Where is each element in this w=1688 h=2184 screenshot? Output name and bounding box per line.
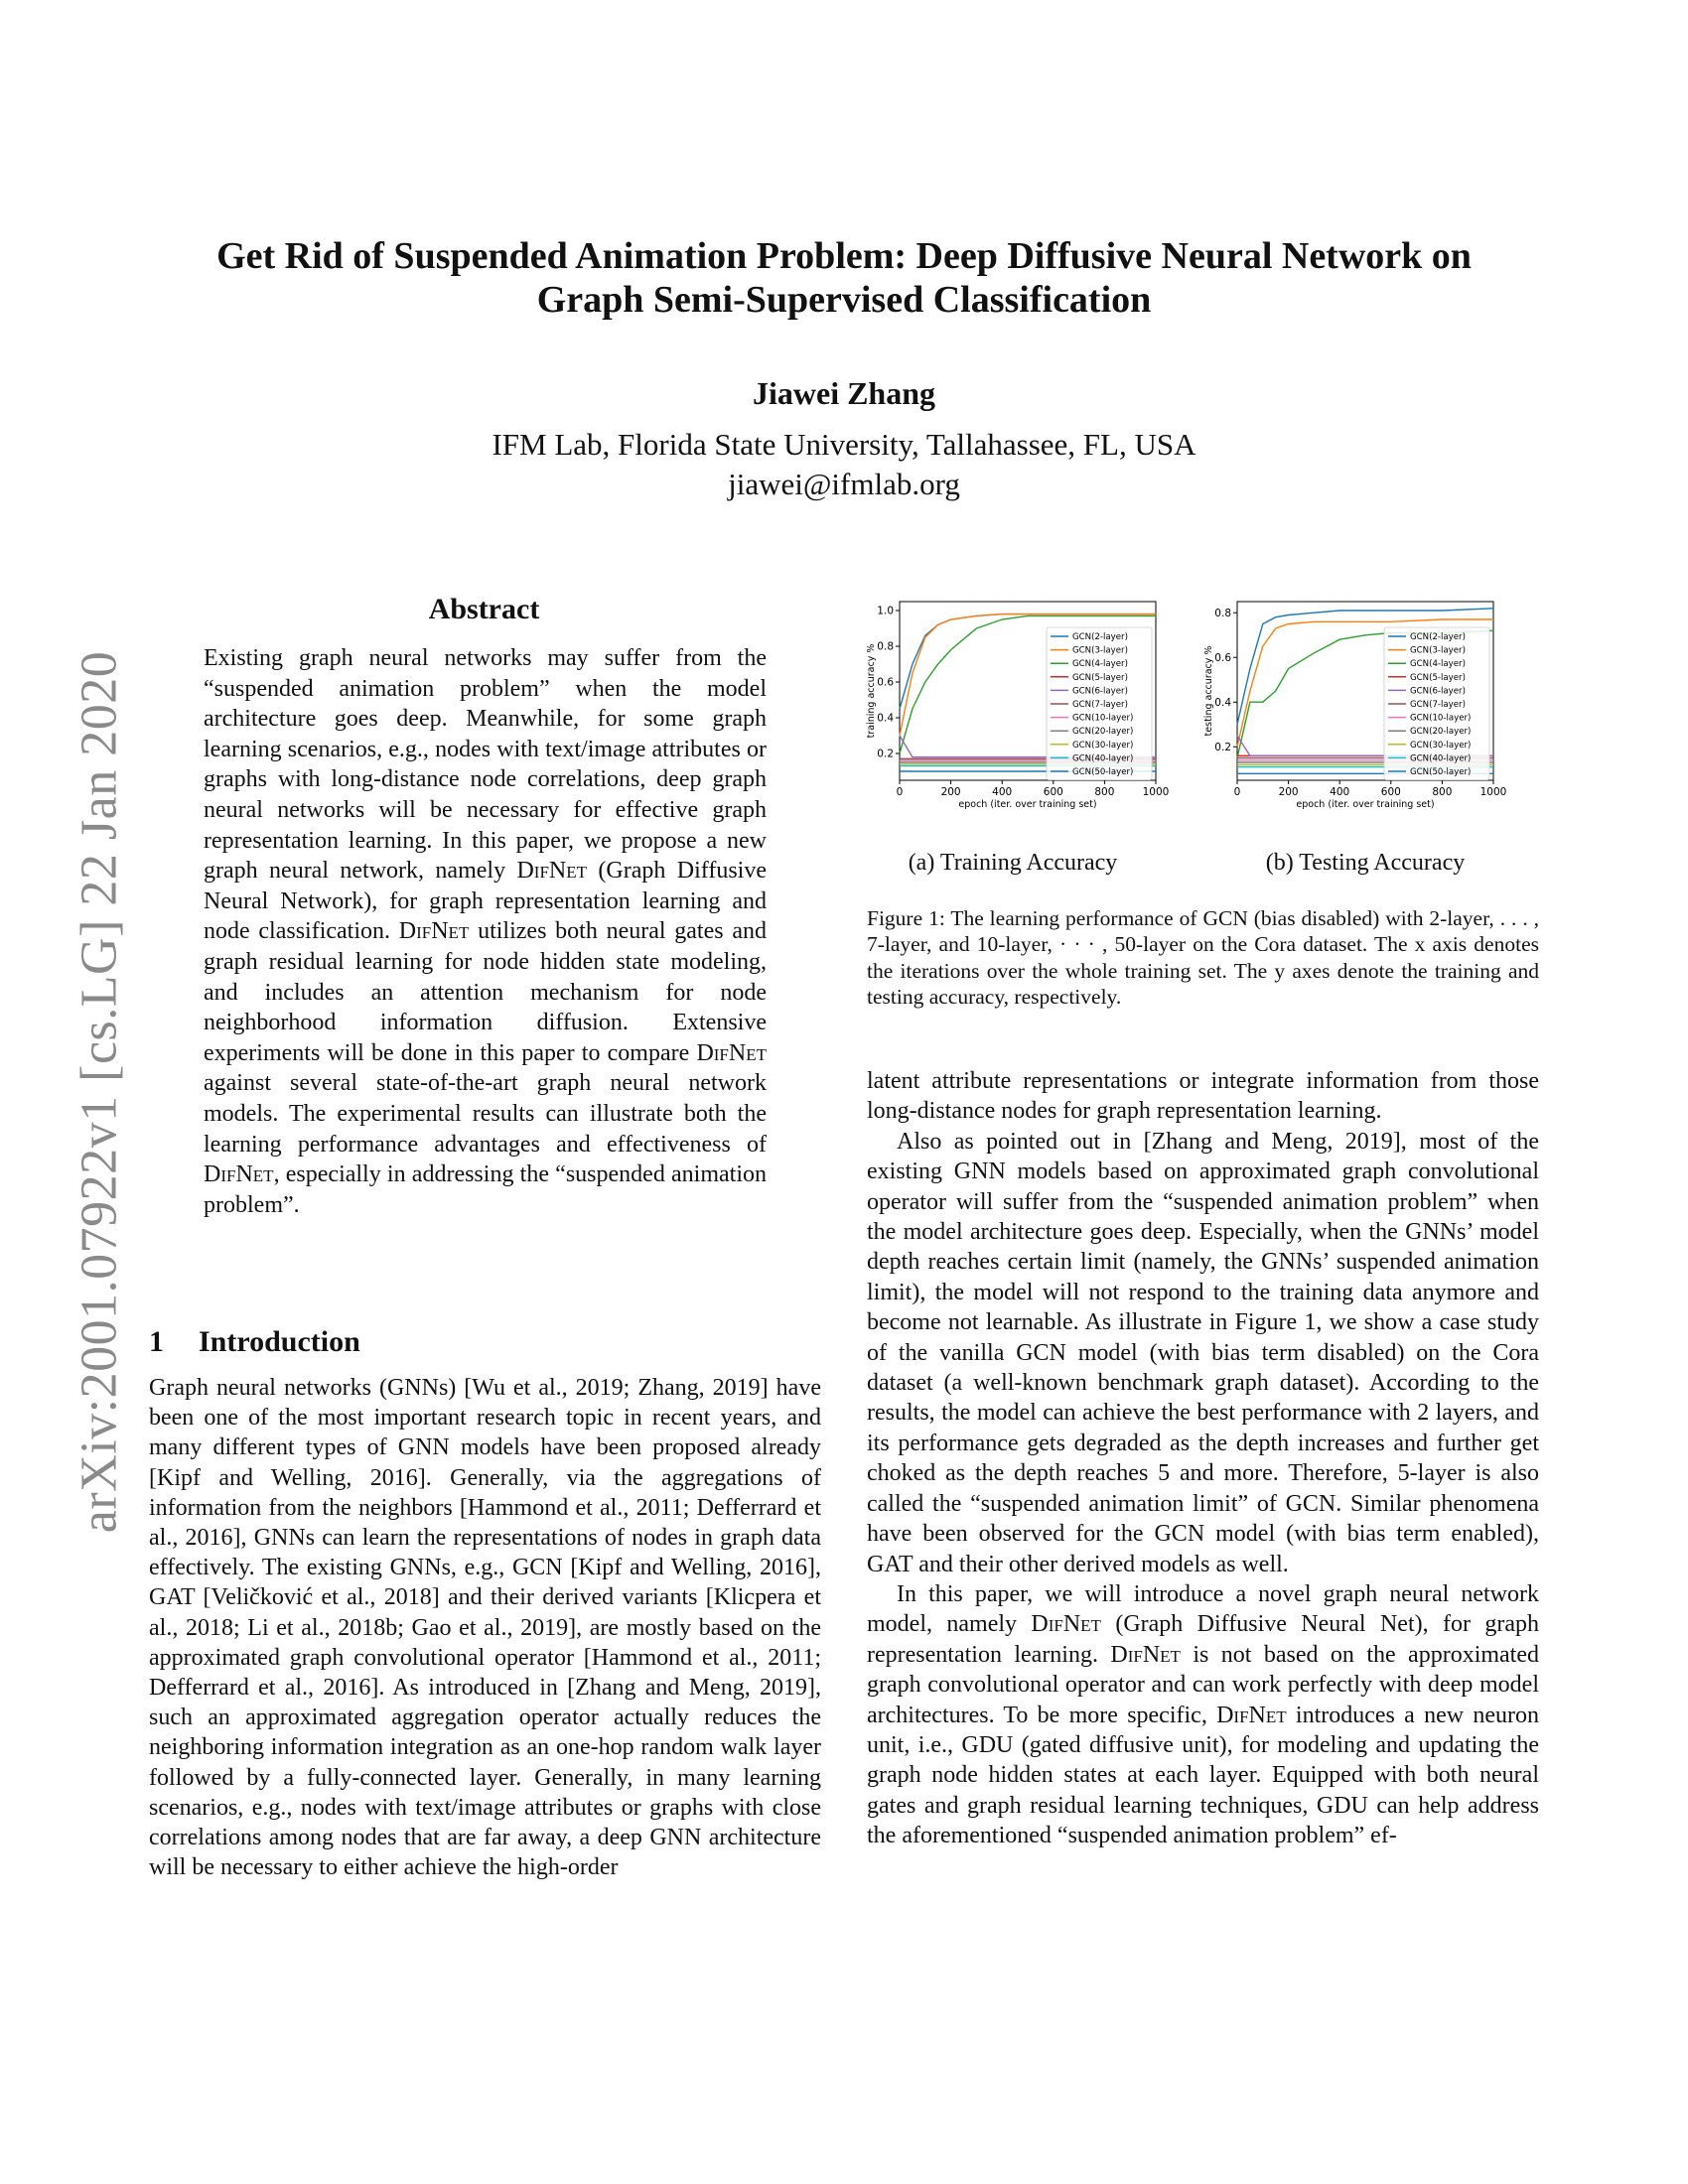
abstract-body — [204, 643, 767, 1220]
abstract-text-2: (Graph Diffusive Neural Network), for graph representation learning and node classification. — [204, 858, 767, 945]
model-name: DifNet — [1031, 1611, 1101, 1638]
legend-label: GCN(10-layer) — [1072, 713, 1134, 724]
author-name: Jiawei Zhang — [752, 375, 936, 411]
legend-label: GCN(50-layer) — [1410, 767, 1472, 777]
paper-title — [149, 234, 1539, 322]
legend-label: GCN(4-layer) — [1072, 659, 1128, 670]
legend-label: GCN(7-layer) — [1410, 700, 1466, 710]
x-tick-label: 400 — [1330, 786, 1350, 798]
figure-1 — [864, 596, 1539, 893]
testing-accuracy-chart — [1201, 596, 1539, 839]
y-tick-label: 0.2 — [877, 748, 894, 760]
y-tick-label: 0.6 — [877, 676, 894, 689]
legend-label: GCN(20-layer) — [1072, 727, 1134, 738]
model-name: DifNet — [204, 1161, 274, 1188]
legend — [1047, 627, 1152, 780]
model-name: DifNet — [398, 918, 470, 945]
subcaption-a: (a) Training Accuracy — [908, 850, 1118, 876]
model-name: DifNet — [1110, 1641, 1181, 1668]
x-tick-label: 0 — [896, 786, 904, 798]
x-axis-label: epoch (iter. over training set) — [958, 799, 1097, 810]
x-tick-label: 200 — [1278, 786, 1299, 798]
y-axis-label: testing accuracy % — [1203, 645, 1214, 737]
y-axis-label: training accuracy % — [866, 643, 877, 739]
abstract-text-5: , especially in addressing the “suspended animation problem”. — [204, 1161, 767, 1218]
x-axis-label: epoch (iter. over training set) — [1296, 799, 1435, 810]
model-name: DifNet — [516, 858, 588, 885]
abstract-text-4: against several state-of-the-art graph neural network models. The experimental results can illustrate both the learning performance advantages and effectiveness of — [204, 1070, 767, 1158]
introduction-text: Graph neural networks (GNNs) [Wu et al., 2019; Zhang, 2019] have been one of the most important research topic in recent years, and many different types of GNN models have been proposed already [Kipf and Welling, 2016]. Generally, via the aggregations of information from the neighbors [Hammond et al., 2011; Defferrard et al., 2016], GNNs can learn the representations of nodes in graph data effectively. The existing GNNs, e.g., GCN [Kipf and Welling, 2016], GAT [Veličković et al., 2018] and their derived variants [Klicpera et al., 2018; Li et al., 2018b; Gao et al., 2019], are mostly based on the approximated graph convolutional operator [Hammond et al., 2011; Defferrard et al., 2016]. As introduced in [Zhang and Meng, 2019], such an approximated aggregation operator actually reduces the neighboring information integration as an one-hop random walk layer followed by a fully-connected layer. Generally, in many learning scenarios, e.g., nodes with text/image attributes or graphs with close correlations among nodes that are far away, a deep GNN architecture will be necessary to either achieve the high-order — [149, 1375, 821, 1881]
y-tick-label: 0.4 — [877, 712, 894, 725]
legend-label: GCN(3-layer) — [1072, 645, 1128, 656]
title-line-1: Get Rid of Suspended Animation Problem: Deep Diffusive Neural Network on — [216, 235, 1472, 277]
legend — [1384, 627, 1489, 780]
affiliation: IFM Lab, Florida State University, Tallahassee, FL, USA — [492, 427, 1196, 462]
title-line-2: Graph Semi-Supervised Classification — [536, 279, 1152, 321]
model-name: DifNet — [1216, 1702, 1287, 1728]
x-tick-label: 800 — [1432, 786, 1453, 798]
legend-label: GCN(2-layer) — [1410, 632, 1466, 642]
x-tick-label: 200 — [940, 786, 961, 798]
figure-caption: Figure 1: The learning performance of GCN (bias disabled) with 2-layer, . . . , 7-layer, and 10-layer, · · · , 50-layer on the Cora dataset. The x axis denotes the iterations over the whole training set. The y axes denote the training and testing accuracy, respectively. — [867, 906, 1539, 1009]
legend-label: GCN(50-layer) — [1072, 767, 1134, 777]
legend-label: GCN(3-layer) — [1410, 645, 1466, 656]
section-title: Introduction — [199, 1325, 360, 1358]
section-heading — [149, 1325, 360, 1359]
legend-label: GCN(6-layer) — [1072, 686, 1128, 697]
abstract-text-3: utilizes both neural gates and graph residual learning for node hidden state modeling, and includes an attention mechanism for node neighborhood information diffusion. Extensive experiments will be done in this paper to compare — [204, 918, 767, 1066]
author-email[interactable]: jiawei@ifmlab.org — [728, 467, 960, 501]
section-number: 1 — [149, 1325, 164, 1358]
legend-label: GCN(2-layer) — [1072, 632, 1128, 642]
x-tick-label: 1000 — [1142, 786, 1170, 798]
training-accuracy-chart — [864, 596, 1201, 839]
legend-label: GCN(40-layer) — [1410, 753, 1472, 764]
y-tick-label: 0.4 — [1214, 696, 1231, 709]
paragraph — [867, 1579, 1539, 1851]
paragraph-text: is not based on the approximated graph convolutional operator and can work perfectly with deep model architectures. To be more specific, — [867, 1641, 1539, 1728]
chart-a-plot — [866, 602, 1169, 810]
x-tick-label: 1000 — [1479, 786, 1507, 798]
legend-label: GCN(40-layer) — [1072, 753, 1134, 764]
subcaption-b: (b) Testing Accuracy — [1265, 850, 1466, 876]
legend-label: GCN(7-layer) — [1072, 700, 1128, 710]
x-tick-label: 800 — [1094, 786, 1115, 798]
y-tick-label: 0.8 — [877, 640, 894, 653]
paragraph: Also as pointed out in [Zhang and Meng, 2019], most of the existing GNN models based on approximated graph convolutional operator will suffer from the “suspended animation problem” when the model architecture goes deep. Especially, when the GNNs’ model depth reaches certain limit (namely, the GNNs’ suspended animation limit), the model will not respond to the training data anymore and become not learnable. As illustrate in Figure 1, we show a case study of the vanilla GCN model (with bias term disabled) on the Cora dataset (a well-known benchmark graph dataset). According to the results, the model can achieve the best performance with 2 layers, and its performance gets degraded as the depth increases and further get choked as the depth reaches 5 and more. Therefore, 5-layer is also called the “suspended animation limit” of GCN. Similar phenomena have been observed for the GCN model (with bias term enabled), GAT and their other derived models as well. — [867, 1128, 1539, 1577]
legend-label: GCN(5-layer) — [1410, 672, 1466, 683]
y-tick-label: 0.6 — [1214, 651, 1231, 664]
x-tick-label: 600 — [1380, 786, 1401, 798]
x-tick-label: 0 — [1233, 786, 1241, 798]
legend-label: GCN(20-layer) — [1410, 727, 1472, 738]
affiliation-block — [149, 425, 1539, 504]
paragraph: latent attribute representations or integrate information from those long-distance nodes for graph representation learning. — [867, 1068, 1539, 1125]
abstract-text-1: Existing graph neural networks may suffer from the “suspended animation problem” when the model architecture goes deep. Meanwhile, for some graph learning scenarios, e.g., nodes with text/image attributes or graphs with long-distance node correlations, deep graph neural networks will be necessary for effective graph representation learning. In this paper, we propose a new graph neural network, namely — [204, 645, 767, 885]
right-column-text — [867, 1066, 1539, 1851]
arxiv-identifier: arXiv:2001.07922v1 [cs.LG] 22 Jan 2020 — [70, 650, 128, 1534]
x-tick-label: 600 — [1043, 786, 1063, 798]
paragraph-text: In this paper, we will introduce a novel graph neural network model, namely — [867, 1580, 1539, 1638]
y-tick-label: 0.2 — [1214, 741, 1231, 753]
paragraph-text: (Graph Diffusive Neural Net), for graph representation learning. — [867, 1611, 1539, 1668]
legend-label: GCN(30-layer) — [1072, 740, 1134, 751]
legend-label: GCN(6-layer) — [1410, 686, 1466, 697]
x-tick-label: 400 — [992, 786, 1013, 798]
chart-b-plot — [1203, 602, 1506, 810]
y-tick-label: 0.8 — [1214, 607, 1231, 619]
legend-label: GCN(5-layer) — [1072, 672, 1128, 683]
legend-label: GCN(10-layer) — [1410, 713, 1472, 724]
legend-label: GCN(4-layer) — [1410, 659, 1466, 670]
paragraph-text: introduces a new neuron unit, i.e., GDU (gated diffusive unit), for modeling and updating the graph node hidden states at each layer. Equipped with both neural gates and graph residual learning techniques, GDU can help address the aforementioned “suspended animation problem” ef- — [867, 1702, 1539, 1849]
abstract-heading: Abstract — [428, 593, 540, 625]
model-name: DifNet — [696, 1039, 767, 1066]
legend-label: GCN(30-layer) — [1410, 740, 1472, 751]
y-tick-label: 1.0 — [877, 605, 894, 617]
